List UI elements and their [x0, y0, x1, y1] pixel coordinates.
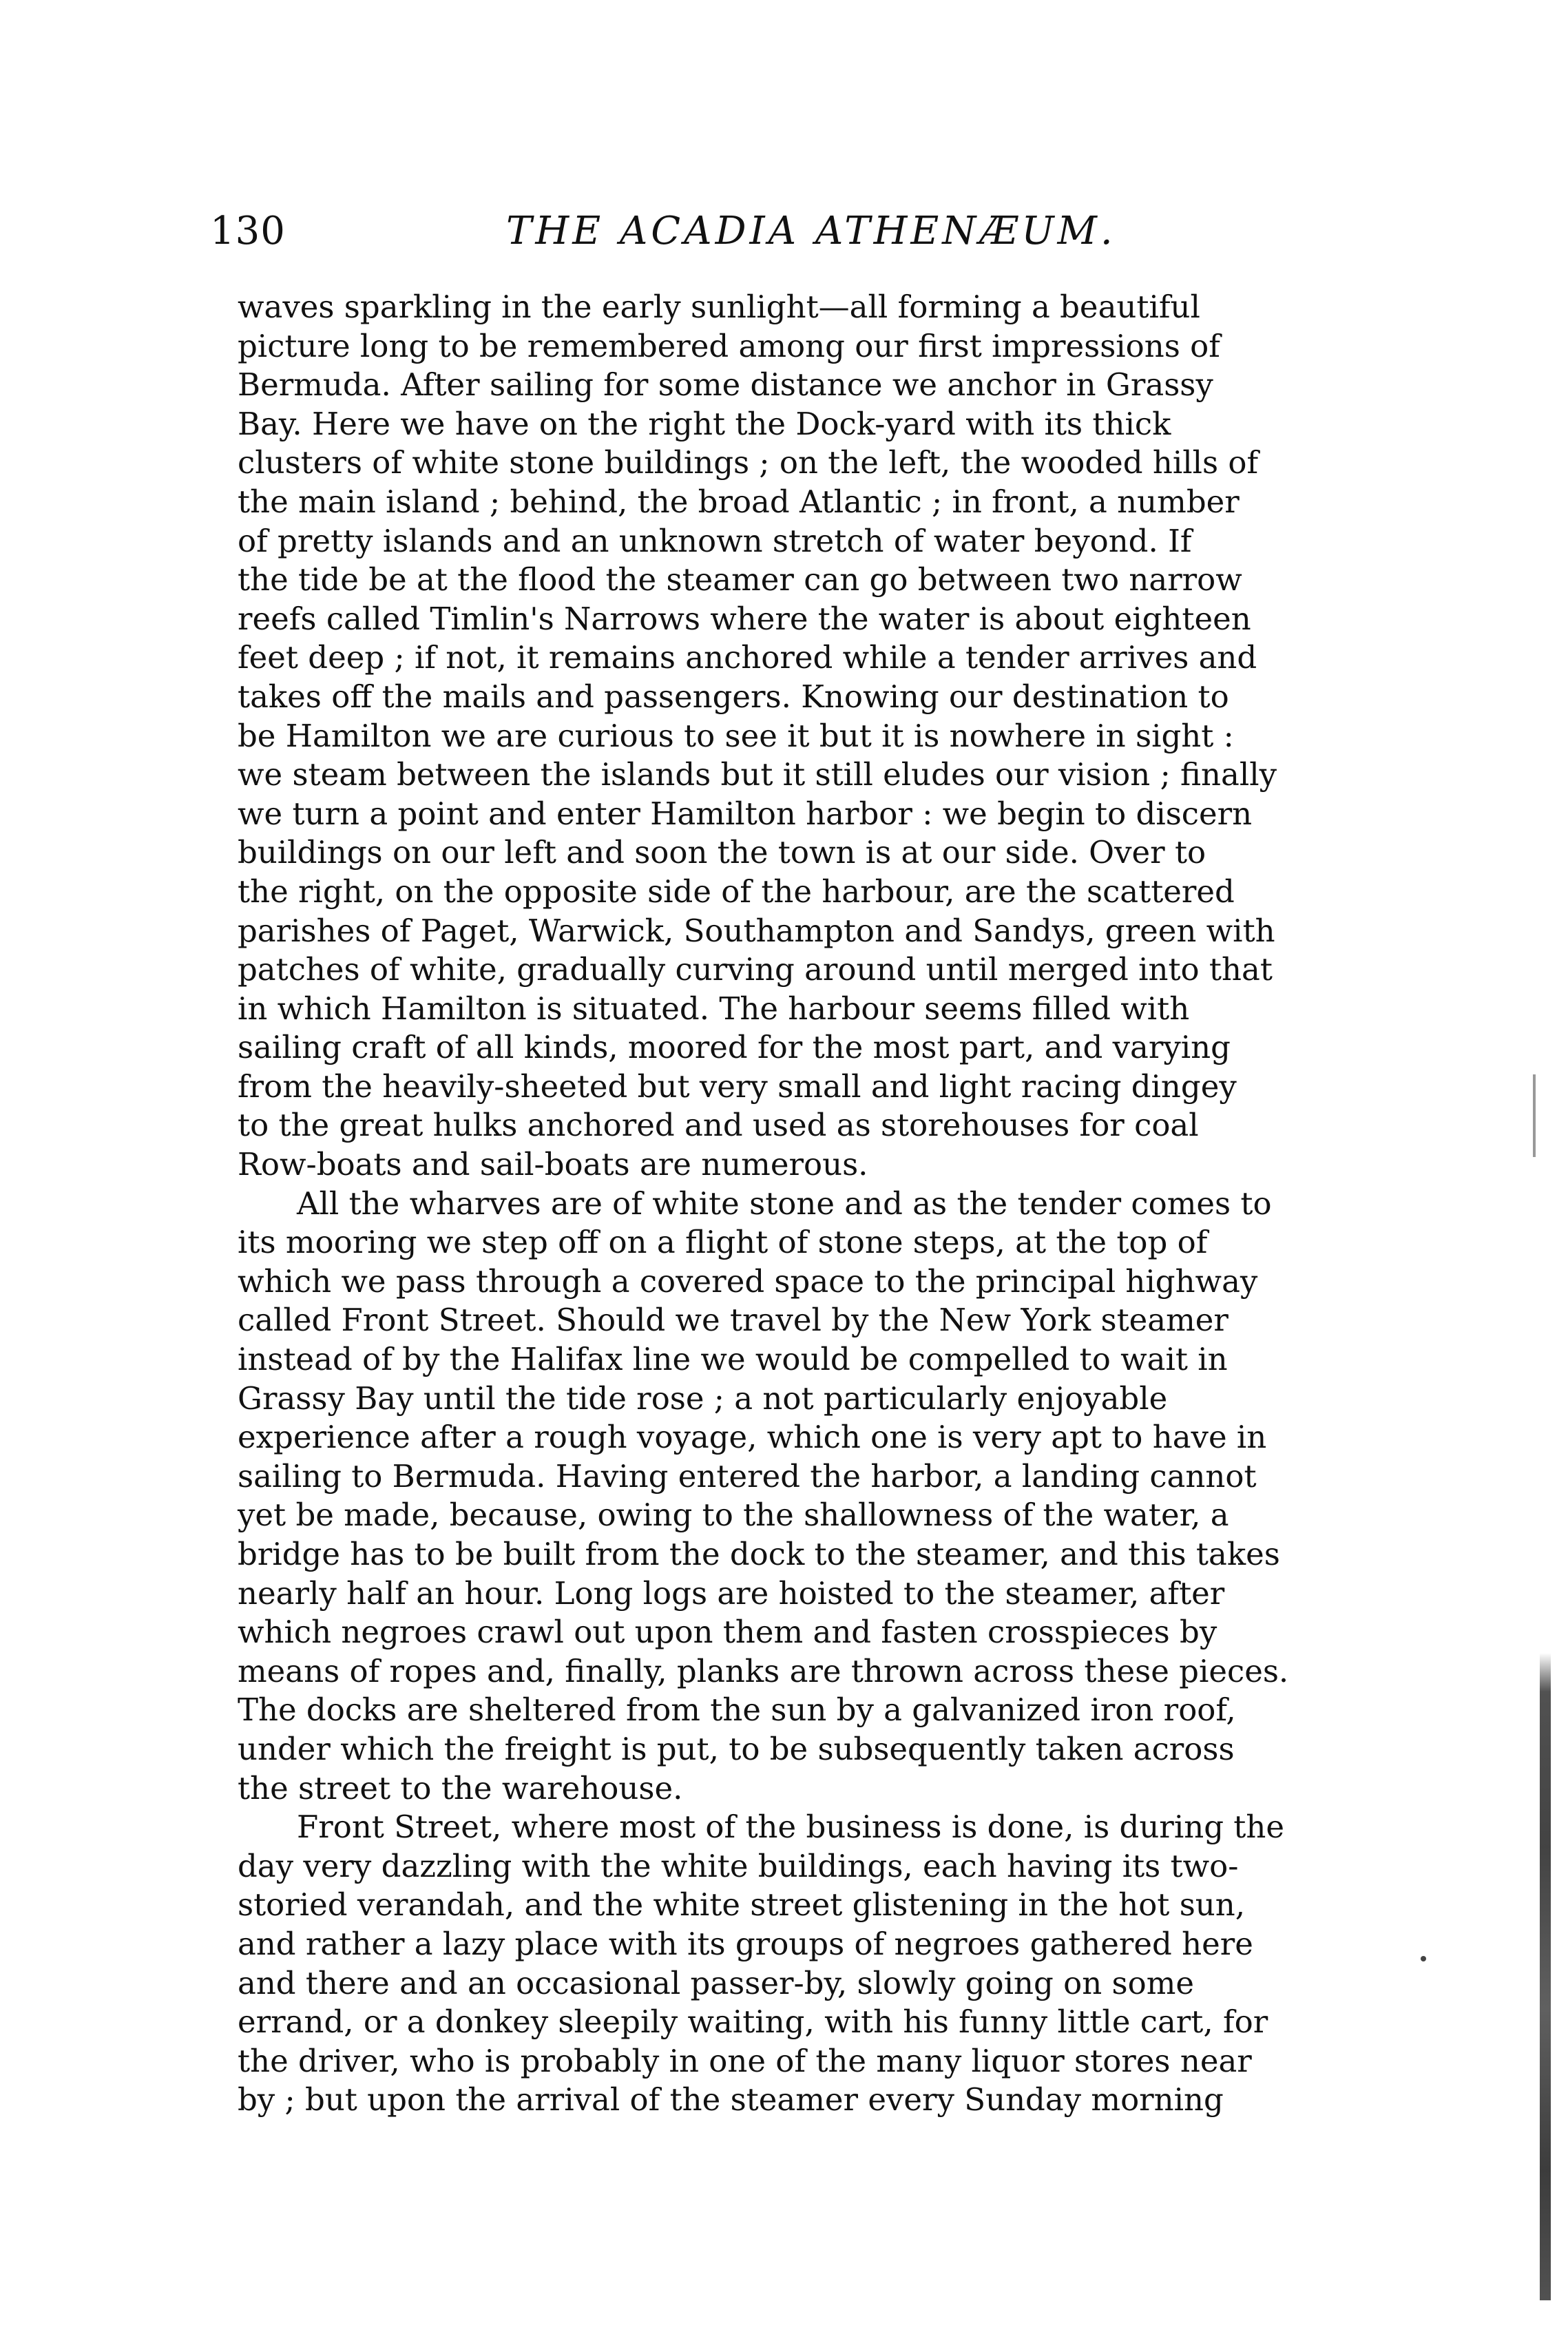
- margin-mark: [1533, 1074, 1536, 1157]
- paragraph: [238, 1185, 1360, 1809]
- text-line: its mooring we step off on a flight of stone steps, at the top of: [238, 1224, 1208, 1261]
- text-line: clusters of white stone buildings ; on the left, the wooded hills of: [238, 444, 1259, 481]
- text-line: feet deep ; if not, it remains anchored while a tender arrives and: [238, 639, 1257, 676]
- text-line: sailing to Bermuda. Having entered the harbor, a landing cannot: [238, 1457, 1257, 1495]
- text-line: Bermuda. After sailing for some distance we anchor in Grassy: [238, 366, 1213, 404]
- text-line: which negroes crawl out upon them and fasten crosspieces by: [238, 1614, 1217, 1651]
- text-line: the driver, who is probably in one of the many liquor stores near: [238, 2042, 1252, 2079]
- text-line: Front Street, where most of the business is done, is during the: [297, 1809, 1285, 1846]
- text-line: from the heavily-sheeted but very small and light racing dingey: [238, 1068, 1237, 1105]
- text-line: sailing craft of all kinds, moored for the most part, and varying: [238, 1029, 1231, 1066]
- text-line: the main island ; behind, the broad Atlantic ; in front, a number: [238, 483, 1240, 520]
- page-number: 130: [210, 209, 286, 253]
- paragraph: [238, 1808, 1360, 2120]
- text-line: by ; but upon the arrival of the steamer every Sunday morning: [238, 2081, 1224, 2118]
- text-line: called Front Street. Should we travel by the New York steamer: [238, 1302, 1229, 1339]
- text-line: reefs called Timlin's Narrows where the water is about eighteen: [238, 600, 1251, 637]
- text-line: instead of by the Halifax line we would be compelled to wait in: [238, 1341, 1228, 1378]
- binding-edge-shadow: [1540, 1653, 1551, 2300]
- page-header: [210, 207, 1408, 262]
- text-line: we steam between the islands but it still eludes our vision ; finally: [238, 756, 1277, 793]
- text-line: patches of white, gradually curving around until merged into that: [238, 951, 1273, 988]
- text-line: Bay. Here we have on the right the Dock-yard with its thick: [238, 405, 1171, 442]
- text-line: All the wharves are of white stone and as the tender comes to: [297, 1185, 1272, 1222]
- text-line: yet be made, because, owing to the shallowness of the water, a: [238, 1497, 1229, 1534]
- text-line: of pretty islands and an unknown stretch of water beyond. If: [238, 522, 1192, 559]
- text-line: the street to the warehouse.: [238, 1769, 683, 1807]
- text-line: day very dazzling with the white buildings, each having its two-: [238, 1847, 1239, 1884]
- running-title: THE ACADIA ATHENÆUM.: [506, 209, 1116, 253]
- text-line: the right, on the opposite side of the harbour, are the scattered: [238, 873, 1235, 910]
- margin-speck: [1421, 1956, 1426, 1961]
- text-line: errand, or a donkey sleepily waiting, with his funny little cart, for: [238, 2003, 1268, 2041]
- text-line: we turn a point and enter Hamilton harbor : we begin to discern: [238, 795, 1253, 832]
- text-line: the tide be at the flood the steamer can go between two narrow: [238, 561, 1242, 598]
- text-line: parishes of Paget, Warwick, Southampton and Sandys, green with: [238, 912, 1275, 949]
- text-line: picture long to be remembered among our first impressions of: [238, 327, 1220, 364]
- text-line: experience after a rough voyage, which one is very apt to have in: [238, 1419, 1267, 1456]
- paragraph: [238, 288, 1360, 1185]
- text-line: bridge has to be built from the dock to the steamer, and this takes: [238, 1536, 1280, 1572]
- text-line: means of ropes and, finally, planks are thrown across these pieces.: [238, 1652, 1289, 1689]
- text-line: and there and an occasional passer-by, slowly going on some: [238, 1964, 1195, 2001]
- text-line: which we pass through a covered space to the principal highway: [238, 1262, 1258, 1300]
- text-line: The docks are sheltered from the sun by a galvanized iron roof,: [238, 1691, 1236, 1729]
- text-line: buildings on our left and soon the town is at our side. Over to: [238, 834, 1206, 871]
- text-line: takes off the mails and passengers. Knowing our destination to: [238, 678, 1229, 715]
- text-line: and rather a lazy place with its groups of negroes gathered here: [238, 1925, 1253, 1962]
- text-line: waves sparkling in the early sunlight—all forming a beautiful: [238, 289, 1200, 325]
- text-line: Grassy Bay until the tide rose ; a not particularly enjoyable: [238, 1380, 1168, 1417]
- text-line: nearly half an hour. Long logs are hoisted to the steamer, after: [238, 1574, 1225, 1612]
- text-line: in which Hamilton is situated. The harbour seems filled with: [238, 990, 1190, 1027]
- text-line: Row-boats and sail-boats are numerous.: [238, 1146, 868, 1183]
- text-line: under which the freight is put, to be subsequently taken across: [238, 1730, 1235, 1767]
- text-line: to the great hulks anchored and used as storehouses for coal: [238, 1107, 1199, 1144]
- text-line: be Hamilton we are curious to see it but it is nowhere in sight :: [238, 717, 1234, 754]
- article-body: [238, 288, 1360, 2120]
- text-line: storied verandah, and the white street glistening in the hot sun,: [238, 1886, 1246, 1924]
